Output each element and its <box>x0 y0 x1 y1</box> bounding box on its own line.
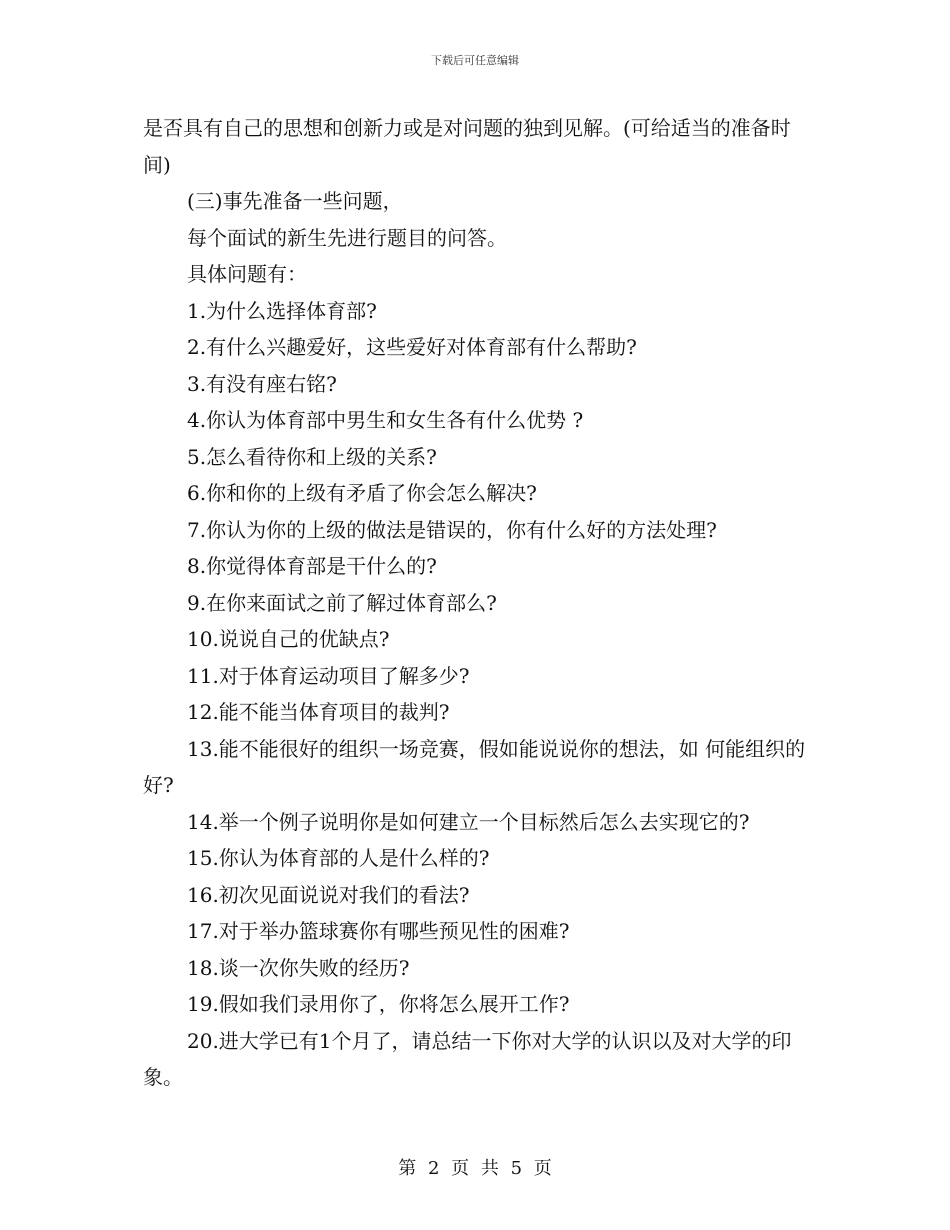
page-number-footer: 第 2 页 共 5 页 <box>398 1158 552 1179</box>
question-item: 16.初次见面说说对我们的看法? <box>187 882 470 907</box>
question-item: 4.你认为体育部中男生和女生各有什么优势 ? <box>187 408 584 432</box>
question-item: 1.为什么选择体育部? <box>187 298 377 323</box>
question-item: 5.怎么看待你和上级的关系? <box>187 444 437 469</box>
page-header: 下载后可任意编辑 <box>431 54 519 67</box>
paragraph: 每个面试的新生先进行题目的问答。 <box>187 225 507 250</box>
paragraph: (三)事先准备一些问题， <box>187 189 403 213</box>
question-item: 11.对于体育运动项目了解多少? <box>187 663 470 688</box>
question-item: 2.有什么兴趣爱好，这些爱好对体育部有什么帮助? <box>187 335 637 359</box>
question-item: 12.能不能当体育项目的裁判? <box>187 700 450 724</box>
question-item: 20.进大学已有1个月了，请总结一下你对大学的认识以及对大学的印象。 <box>143 1028 792 1089</box>
document-body <box>143 110 807 1096</box>
paragraph: 是否具有自己的思想和创新力或是对问题的独到见解。(可给适当的准备时间) <box>143 116 791 177</box>
question-item: 3.有没有座右铭? <box>187 371 337 396</box>
question-item: 9.在你来面试之前了解过体育部么? <box>187 590 497 615</box>
question-item: 10.说说自己的优缺点? <box>187 627 390 651</box>
question-item: 19.假如我们录用你了，你将怎么展开工作? <box>187 992 570 1016</box>
question-item: 15.你认为体育部的人是什么样的? <box>187 846 490 870</box>
question-item: 13.能不能很好的组织一场竞赛，假如能说说你的想法，如 何能组织的好? <box>143 736 806 797</box>
question-item: 17.对于举办篮球赛你有哪些预见性的困难? <box>187 919 570 943</box>
question-item: 7.你认为你的上级的做法是错误的，你有什么好的方法处理? <box>187 517 717 542</box>
question-item: 8.你觉得体育部是干什么的? <box>187 554 437 578</box>
paragraph: 具体问题有： <box>187 262 307 286</box>
question-item: 6.你和你的上级有矛盾了你会怎么解决? <box>187 481 537 505</box>
question-item: 18.谈一次你失败的经历? <box>187 955 410 980</box>
question-item: 14.举一个例子说明你是如何建立一个目标然后怎么去实现它的? <box>187 809 750 834</box>
